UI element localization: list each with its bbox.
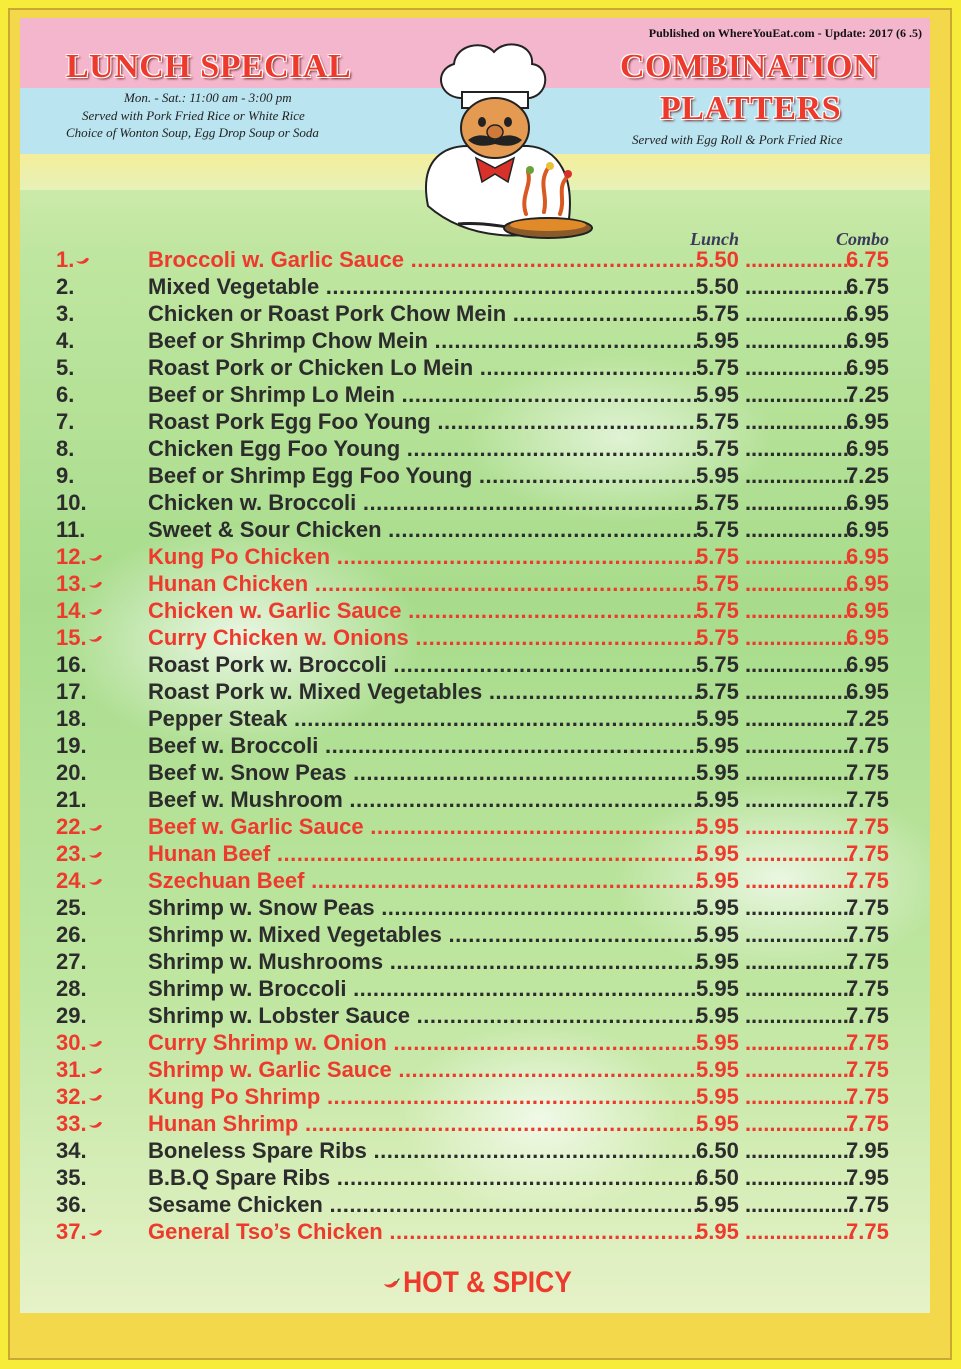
lunch-price: 5.50 ..... xyxy=(696,247,854,273)
item-name: B.B.Q Spare Ribs ..... xyxy=(148,1165,698,1191)
menu-list xyxy=(20,245,930,1244)
item-number: 26. xyxy=(56,922,87,947)
lunch-price: 5.95 ..... xyxy=(696,1111,854,1137)
menu-item-row xyxy=(20,974,930,1001)
menu-item-row xyxy=(20,434,930,461)
lunch-price: 6.50 ..... xyxy=(696,1138,854,1164)
item-number: 33. xyxy=(56,1111,87,1136)
lunch-price: 5.95 ..... xyxy=(696,1084,854,1110)
combo-served-with: Served with Egg Roll & Pork Fried Rice xyxy=(632,132,843,147)
item-number-cell xyxy=(56,1030,152,1056)
lunch-price: 5.75 ..... xyxy=(696,301,854,327)
lunch-served-with: Served with Pork Fried Rice or White Rice xyxy=(82,108,305,123)
lunch-price: 5.75 ..... xyxy=(696,652,854,678)
item-name: Chicken or Roast Pork Chow Mein ..... xyxy=(148,301,698,327)
lunch-price: 5.95 ..... xyxy=(696,706,854,732)
item-name: Shrimp w. Snow Peas ..... xyxy=(148,895,698,921)
item-number-cell xyxy=(56,1219,152,1245)
item-number: 5. xyxy=(56,355,75,380)
item-number-cell xyxy=(56,490,152,516)
item-number-cell xyxy=(56,463,152,489)
menu-item-row xyxy=(20,245,930,272)
combo-price: 7.25 xyxy=(846,382,889,407)
item-name: Beef or Shrimp Lo Mein ..... xyxy=(148,382,698,408)
combo-price: 6.95 xyxy=(846,301,889,326)
item-number: 6. xyxy=(56,382,75,407)
menu-item-row xyxy=(20,1109,930,1136)
lunch-price: 5.75 ..... xyxy=(696,517,854,543)
menu-item-row xyxy=(20,731,930,758)
lunch-price: 5.95 ..... xyxy=(696,841,854,867)
combo-price: 7.75 xyxy=(846,949,889,974)
item-name: Hunan Shrimp ..... xyxy=(148,1111,698,1137)
item-number-cell xyxy=(56,706,152,732)
item-name: Roast Pork or Chicken Lo Mein ..... xyxy=(148,355,698,381)
item-number: 9. xyxy=(56,463,75,488)
combo-price: 7.75 xyxy=(846,922,889,947)
lunch-price: 5.95 ..... xyxy=(696,760,854,786)
lunch-price: 5.95 ..... xyxy=(696,1219,854,1245)
item-number: 10. xyxy=(56,490,87,515)
item-number-cell xyxy=(56,1111,152,1137)
menu-item-row xyxy=(20,569,930,596)
item-number-cell xyxy=(56,355,152,381)
combo-price: 7.75 xyxy=(846,976,889,1001)
item-name: Curry Chicken w. Onions ..... xyxy=(148,625,698,651)
menu-item-row xyxy=(20,1028,930,1055)
lunch-price: 5.95 ..... xyxy=(696,787,854,813)
item-number: 32. xyxy=(56,1084,87,1109)
item-number: 7. xyxy=(56,409,75,434)
item-number-cell xyxy=(56,976,152,1002)
menu-item-row xyxy=(20,1055,930,1082)
item-number-cell xyxy=(56,787,152,813)
menu-item-row xyxy=(20,704,930,731)
menu-item-row xyxy=(20,677,930,704)
item-number: 12. xyxy=(56,544,87,569)
lunch-price: 5.95 ..... xyxy=(696,949,854,975)
menu-item-row xyxy=(20,785,930,812)
combo-price: 7.75 xyxy=(846,1111,889,1136)
item-number-cell xyxy=(56,1003,152,1029)
menu-item-row xyxy=(20,839,930,866)
pepper-icon xyxy=(75,256,91,266)
pepper-icon xyxy=(88,850,104,860)
item-number: 11. xyxy=(56,517,86,542)
item-number-cell xyxy=(56,517,152,543)
combo-price: 7.95 xyxy=(846,1165,889,1190)
item-number: 21. xyxy=(56,787,87,812)
pepper-icon xyxy=(88,877,104,887)
item-number: 35. xyxy=(56,1165,87,1190)
lunch-price: 5.75 ..... xyxy=(696,544,854,570)
item-number-cell xyxy=(56,247,152,273)
published-note: Published on WhereYouEat.com - Update: 2017 (6 .5) xyxy=(648,26,922,40)
item-number-cell xyxy=(56,301,152,327)
lunch-price: 5.95 ..... xyxy=(696,382,854,408)
item-number: 13. xyxy=(56,571,87,596)
item-name: Shrimp w. Mixed Vegetables ..... xyxy=(148,922,698,948)
pepper-icon xyxy=(88,634,104,644)
combo-price: 7.25 xyxy=(846,463,889,488)
combo-price: 6.95 xyxy=(846,355,889,380)
item-name: Beef w. Mushroom ..... xyxy=(148,787,698,813)
combo-price: 7.95 xyxy=(846,1138,889,1163)
item-number-cell xyxy=(56,841,152,867)
menu-item-row xyxy=(20,623,930,650)
item-number: 23. xyxy=(56,841,87,866)
lunch-price: 5.95 ..... xyxy=(696,895,854,921)
lunch-special-title: LUNCH SPECIAL xyxy=(66,48,352,85)
menu-item-row xyxy=(20,893,930,920)
combo-price: 7.75 xyxy=(846,1030,889,1055)
combo-price: 7.75 xyxy=(846,841,889,866)
item-name: Roast Pork w. Broccoli ..... xyxy=(148,652,698,678)
item-number: 4. xyxy=(56,328,75,353)
hot-and-spicy-legend xyxy=(382,1266,572,1300)
menu-item-row xyxy=(20,542,930,569)
item-number-cell xyxy=(56,760,152,786)
lunch-price: 5.95 ..... xyxy=(696,463,854,489)
item-number: 20. xyxy=(56,760,87,785)
combo-price: 7.75 xyxy=(846,814,889,839)
pepper-icon xyxy=(382,1278,400,1290)
item-number: 15. xyxy=(56,625,87,650)
item-number-cell xyxy=(56,733,152,759)
lunch-price: 5.75 ..... xyxy=(696,436,854,462)
lunch-price: 5.95 ..... xyxy=(696,733,854,759)
menu-item-row xyxy=(20,596,930,623)
item-number-cell xyxy=(56,814,152,840)
item-number-cell xyxy=(56,1192,152,1218)
item-number-cell xyxy=(56,571,152,597)
menu-item-row xyxy=(20,326,930,353)
item-name: Shrimp w. Broccoli ..... xyxy=(148,976,698,1002)
menu-item-row xyxy=(20,758,930,785)
lunch-price: 6.50 ..... xyxy=(696,1165,854,1191)
item-number: 25. xyxy=(56,895,87,920)
item-name: Beef or Shrimp Chow Mein ..... xyxy=(148,328,698,354)
item-name: Chicken w. Garlic Sauce ..... xyxy=(148,598,698,624)
pepper-icon xyxy=(88,553,104,563)
item-name: Pepper Steak ..... xyxy=(148,706,698,732)
item-number-cell xyxy=(56,922,152,948)
item-name: Chicken w. Broccoli ..... xyxy=(148,490,698,516)
lunch-price: 5.75 ..... xyxy=(696,598,854,624)
column-header-combo: Combo xyxy=(836,229,890,249)
menu-item-row xyxy=(20,515,930,542)
combo-price: 7.75 xyxy=(846,733,889,758)
item-number: 3. xyxy=(56,301,75,326)
item-number: 2. xyxy=(56,274,75,299)
combo-price: 6.95 xyxy=(846,436,889,461)
item-number-cell xyxy=(56,1057,152,1083)
item-number: 18. xyxy=(56,706,87,731)
menu-page xyxy=(8,8,952,1360)
menu-item-row xyxy=(20,812,930,839)
menu-item-row xyxy=(20,380,930,407)
menu-item-row xyxy=(20,1163,930,1190)
lunch-price: 5.95 ..... xyxy=(696,1192,854,1218)
item-name: Roast Pork w. Mixed Vegetables ..... xyxy=(148,679,698,705)
lunch-price: 5.95 ..... xyxy=(696,868,854,894)
menu-item-row xyxy=(20,650,930,677)
menu-item-row xyxy=(20,947,930,974)
combo-price: 6.75 xyxy=(846,247,889,272)
lunch-hours: Mon. - Sat.: 11:00 am - 3:00 pm xyxy=(124,90,292,105)
combo-price: 6.75 xyxy=(846,274,889,299)
lunch-price: 5.95 ..... xyxy=(696,328,854,354)
menu-item-row xyxy=(20,1217,930,1244)
item-name: Szechuan Beef ..... xyxy=(148,868,698,894)
item-number-cell xyxy=(56,625,152,651)
item-number-cell xyxy=(56,949,152,975)
item-number-cell xyxy=(56,598,152,624)
menu-item-row xyxy=(20,1190,930,1217)
combo-price: 6.95 xyxy=(846,652,889,677)
item-name: Sweet & Sour Chicken ..... xyxy=(148,517,698,543)
lunch-price: 5.95 ..... xyxy=(696,922,854,948)
pepper-icon xyxy=(88,1228,104,1238)
lunch-price: 5.95 ..... xyxy=(696,976,854,1002)
item-number: 16. xyxy=(56,652,87,677)
menu-item-row xyxy=(20,866,930,893)
item-number-cell xyxy=(56,652,152,678)
item-number-cell xyxy=(56,1138,152,1164)
combo-price: 6.95 xyxy=(846,544,889,569)
column-header-lunch: Lunch xyxy=(690,229,740,249)
combo-price: 7.75 xyxy=(846,1084,889,1109)
menu-item-row xyxy=(20,461,930,488)
lunch-price: 5.95 ..... xyxy=(696,1003,854,1029)
combo-price: 6.95 xyxy=(846,517,889,542)
item-number: 19. xyxy=(56,733,87,758)
item-number-cell xyxy=(56,274,152,300)
item-name: General Tso’s Chicken ..... xyxy=(148,1219,698,1245)
item-number-cell xyxy=(56,328,152,354)
item-number: 30. xyxy=(56,1030,87,1055)
item-number-cell xyxy=(56,409,152,435)
item-name: Shrimp w. Garlic Sauce ..... xyxy=(148,1057,698,1083)
menu-item-row xyxy=(20,272,930,299)
menu-item-row xyxy=(20,1136,930,1163)
combo-price: 7.75 xyxy=(846,895,889,920)
item-number-cell xyxy=(56,1084,152,1110)
pepper-icon xyxy=(88,1066,104,1076)
pepper-icon xyxy=(88,580,104,590)
combo-price: 7.75 xyxy=(846,760,889,785)
lunch-price: 5.75 ..... xyxy=(696,625,854,651)
item-name: Beef w. Garlic Sauce ..... xyxy=(148,814,698,840)
menu-item-row xyxy=(20,407,930,434)
item-number: 28. xyxy=(56,976,87,1001)
platters-title: PLATTERS xyxy=(660,90,841,127)
item-name: Chicken Egg Foo Young ..... xyxy=(148,436,698,462)
combo-price: 7.75 xyxy=(846,1057,889,1082)
menu-item-row xyxy=(20,920,930,947)
item-number: 37. xyxy=(56,1219,87,1244)
lunch-price: 5.75 ..... xyxy=(696,409,854,435)
lunch-price: 5.75 ..... xyxy=(696,355,854,381)
item-number-cell xyxy=(56,436,152,462)
item-name: Broccoli w. Garlic Sauce ..... xyxy=(148,247,698,273)
item-number: 34. xyxy=(56,1138,87,1163)
item-number: 1. xyxy=(56,247,75,272)
item-number: 17. xyxy=(56,679,87,704)
item-number-cell xyxy=(56,679,152,705)
lunch-price: 5.50 ..... xyxy=(696,274,854,300)
item-number-cell xyxy=(56,1165,152,1191)
combo-price: 7.75 xyxy=(846,868,889,893)
item-name: Hunan Beef ..... xyxy=(148,841,698,867)
item-number: 14. xyxy=(56,598,87,623)
item-number-cell xyxy=(56,382,152,408)
combo-price: 7.75 xyxy=(846,1219,889,1244)
item-name: Kung Po Chicken ..... xyxy=(148,544,698,570)
combination-title: COMBINATION xyxy=(620,48,878,85)
lunch-price: 5.95 ..... xyxy=(696,814,854,840)
combo-price: 6.95 xyxy=(846,571,889,596)
combo-price: 7.75 xyxy=(846,787,889,812)
item-name: Roast Pork Egg Foo Young ..... xyxy=(148,409,698,435)
item-number: 22. xyxy=(56,814,87,839)
menu-item-row xyxy=(20,1001,930,1028)
item-number: 29. xyxy=(56,1003,87,1028)
item-name: Beef or Shrimp Egg Foo Young ..... xyxy=(148,463,698,489)
item-number: 27. xyxy=(56,949,87,974)
combo-price: 6.95 xyxy=(846,328,889,353)
combo-price: 6.95 xyxy=(846,409,889,434)
lunch-price: 5.95 ..... xyxy=(696,1057,854,1083)
lunch-choice: Choice of Wonton Soup, Egg Drop Soup or Soda xyxy=(66,125,319,140)
combo-price: 6.95 xyxy=(846,679,889,704)
item-number: 36. xyxy=(56,1192,87,1217)
combo-price: 7.75 xyxy=(846,1003,889,1028)
pepper-icon xyxy=(88,1120,104,1130)
item-name: Kung Po Shrimp ..... xyxy=(148,1084,698,1110)
item-name: Hunan Chicken ..... xyxy=(148,571,698,597)
lunch-price: 5.75 ..... xyxy=(696,571,854,597)
pepper-icon xyxy=(88,1093,104,1103)
combo-price: 6.95 xyxy=(846,625,889,650)
item-name: Beef w. Broccoli ..... xyxy=(148,733,698,759)
item-number-cell xyxy=(56,544,152,570)
lunch-price: 5.75 ..... xyxy=(696,490,854,516)
item-number: 24. xyxy=(56,868,87,893)
menu-item-row xyxy=(20,353,930,380)
item-name: Sesame Chicken ..... xyxy=(148,1192,698,1218)
item-name: Beef w. Snow Peas ..... xyxy=(148,760,698,786)
pepper-icon xyxy=(88,823,104,833)
lunch-price: 5.75 ..... xyxy=(696,679,854,705)
item-name: Mixed Vegetable ..... xyxy=(148,274,698,300)
combo-price: 7.25 xyxy=(846,706,889,731)
item-number: 31. xyxy=(56,1057,87,1082)
menu-item-row xyxy=(20,488,930,515)
menu-sheet xyxy=(20,18,930,1313)
item-number: 8. xyxy=(56,436,75,461)
item-name: Shrimp w. Lobster Sauce ..... xyxy=(148,1003,698,1029)
menu-item-row xyxy=(20,1082,930,1109)
chef-icon xyxy=(398,36,598,246)
item-name: Shrimp w. Mushrooms ..... xyxy=(148,949,698,975)
combo-price: 6.95 xyxy=(846,490,889,515)
lunch-price: 5.95 ..... xyxy=(696,1030,854,1056)
combo-price: 7.75 xyxy=(846,1192,889,1217)
menu-item-row xyxy=(20,299,930,326)
item-name: Curry Shrimp w. Onion ..... xyxy=(148,1030,698,1056)
combo-price: 6.95 xyxy=(846,598,889,623)
pepper-icon xyxy=(88,607,104,617)
item-number-cell xyxy=(56,868,152,894)
item-number-cell xyxy=(56,895,152,921)
pepper-icon xyxy=(88,1039,104,1049)
item-name: Boneless Spare Ribs ..... xyxy=(148,1138,698,1164)
legend-label: HOT & SPICY xyxy=(403,1266,572,1299)
